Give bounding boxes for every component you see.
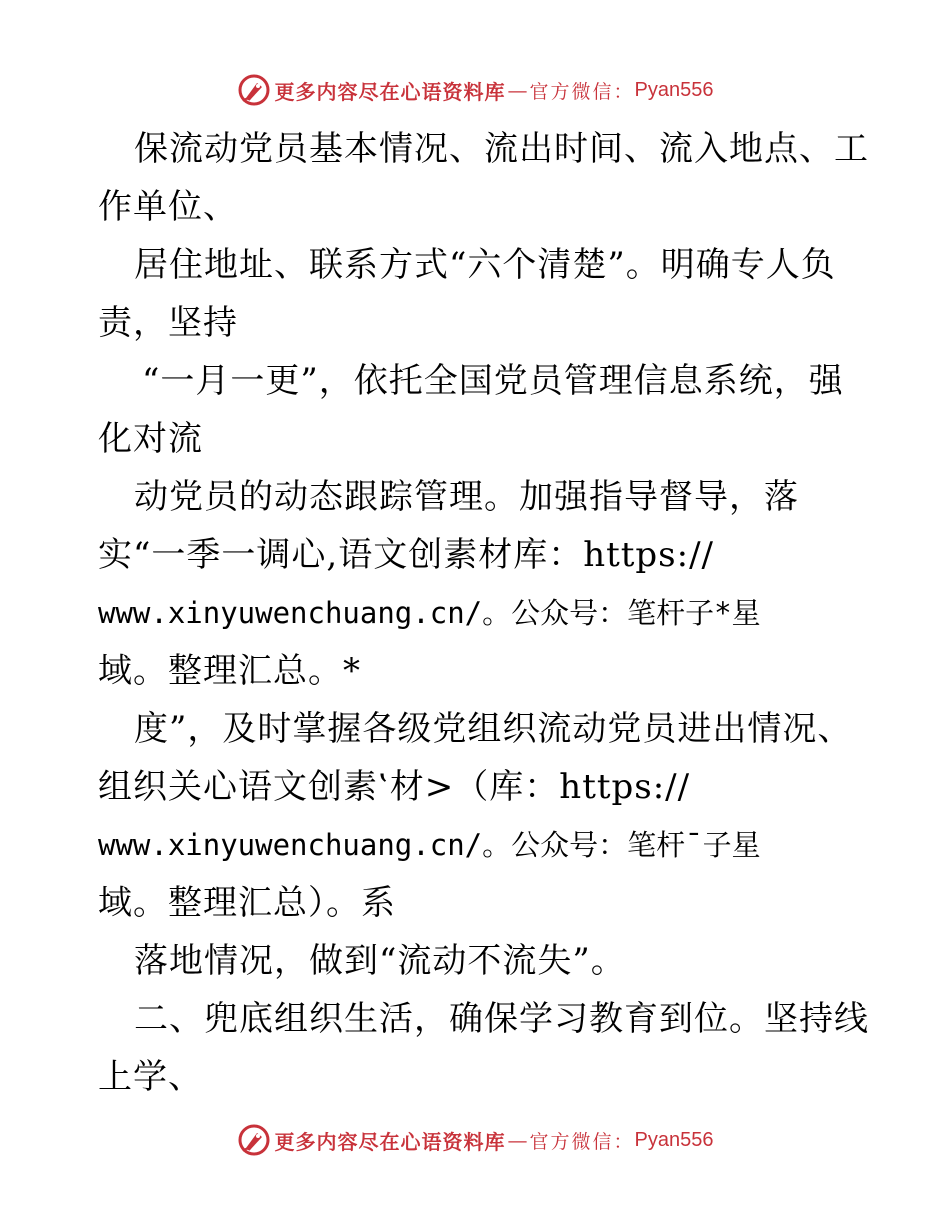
banner-site-text: 更多内容尽在心语资料库 — [274, 79, 506, 104]
page-footer-banner — [0, 1120, 950, 1160]
pen-nib-logo-icon — [237, 73, 271, 107]
body-line: 域。整理汇总。* — [98, 651, 361, 691]
body-line: www.xinyuwenchuang.cn/。公众号：笔杆¯子星 — [98, 828, 761, 862]
body-line: 二、兜底组织生活，确保学习教育到位。坚持线 — [134, 999, 869, 1039]
body-line: 责，坚持 — [98, 303, 238, 343]
body-line: “一月一更”，依托全国党员管理信息系统，强 — [142, 361, 844, 401]
banner-wechat-id: Pyan556 — [634, 78, 714, 101]
body-line: www.xinyuwenchuang.cn/。公众号：笔杆子*星 — [98, 596, 761, 630]
body-line: 落地情况，做到“流动不流失”。 — [134, 941, 626, 981]
document-body — [98, 120, 869, 1106]
banner-wechat-label: 官方微信： — [529, 1130, 635, 1153]
body-line: 组织关心语文创素‛材>（库：https:// — [98, 767, 691, 807]
page-header-banner — [0, 70, 950, 110]
pen-nib-logo-icon — [237, 1123, 271, 1157]
body-line: 化对流 — [98, 419, 203, 459]
body-line: 上学、 — [98, 1057, 203, 1097]
body-line: 居住地址、联系方式“六个清楚”。明确专人负 — [134, 245, 836, 285]
body-line: 保流动党员基本情况、流出时间、流入地点、工 — [134, 129, 869, 169]
banner-site-text: 更多内容尽在心语资料库 — [274, 1129, 506, 1154]
banner-wechat-id: Pyan556 — [634, 1128, 714, 1151]
banner-wechat-label: 官方微信： — [529, 80, 635, 103]
body-line: 动党员的动态跟踪管理。加强指导督导，落 — [134, 477, 799, 517]
body-line: 域。整理汇总）。系 — [98, 883, 396, 923]
banner-separator: — — [507, 1128, 528, 1152]
body-line: 作单位、 — [98, 187, 238, 227]
banner-separator: — — [507, 78, 528, 102]
body-line: 实“一季一调心,语文创素材库：https:// — [98, 535, 714, 575]
body-line: 度”，及时掌握各级党组织流动党员进出情况、 — [134, 709, 853, 749]
